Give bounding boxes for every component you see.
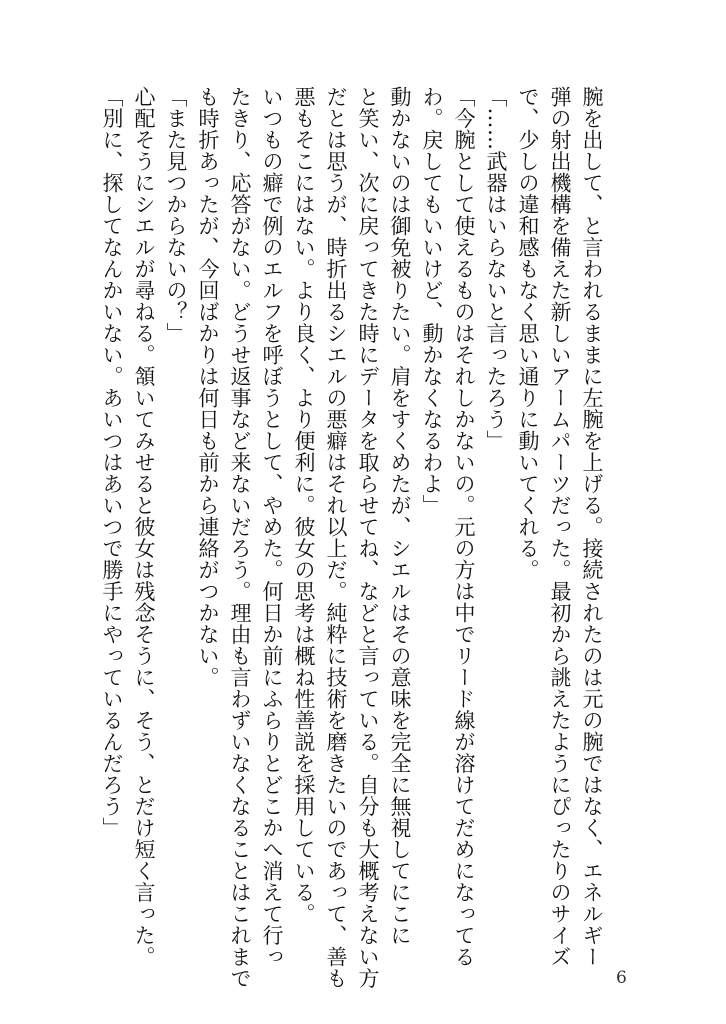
- text-line: も時折あったが、今回ばかりは何日も前から連絡がつかない。: [196, 86, 220, 688]
- text-line: 「……武器はいらないと言ったろう」: [484, 86, 508, 452]
- text-line: 弾の射出機構を備えた新しいアームパーツだった。最初から誂えたようにぴったりのサイズ: [548, 86, 572, 968]
- text-line: で、少しの違和感もなく思い通りに動いてくれる。: [516, 86, 540, 581]
- text-line: 「今腕として使えるものはそれしかないの。元の方は中でリード線が溶けてだめになってる: [452, 86, 476, 968]
- text-line: と笑い、次に戻ってきた時にデータを取らせてね、などと言っている。自分も大概考えない方: [356, 86, 380, 989]
- text-line: いつもの癖で例のエルフを呼ぼうとして、やめた。何日か前にふらりとどこかへ消えて行っ: [260, 86, 284, 968]
- text-line: 動かないのは御免被りたい。肩をすくめたが、シエルはその意味を完全に無視してにこに: [388, 86, 412, 946]
- body-text: [96, 86, 608, 989]
- text-line: 腕を出して、と言われるままに左腕を上げる。接続されたのは元の腕ではなく、エネルギー: [580, 86, 604, 968]
- text-line: 「別に、探してなんかいない。あいつはあいつで勝手にやっているんだろう」: [100, 86, 124, 839]
- text-line: わ。戻してもいいけど、動かなくなるわよ」: [420, 86, 444, 516]
- text-line: 悪もそこにはない。より良く、より便利に。彼女の思考は概ね性善説を採用している。: [292, 86, 316, 925]
- text-line: だとは思うが、時折出るシエルの悪癖はそれ以上だ。純粋に技術を磨きたいのであって、善も: [324, 86, 348, 989]
- text-line: 「また見つからないの？」: [164, 86, 188, 344]
- text-line: たきり、応答がない。どうせ返事など来ないだろう。理由も言わずいなくなることはこれまで: [228, 86, 252, 989]
- text-line: 心配そうにシエルが尋ねる。頷いてみせると彼女は残念そうに、そう、とだけ短く言った。: [132, 86, 156, 968]
- page-number: 6: [616, 968, 627, 988]
